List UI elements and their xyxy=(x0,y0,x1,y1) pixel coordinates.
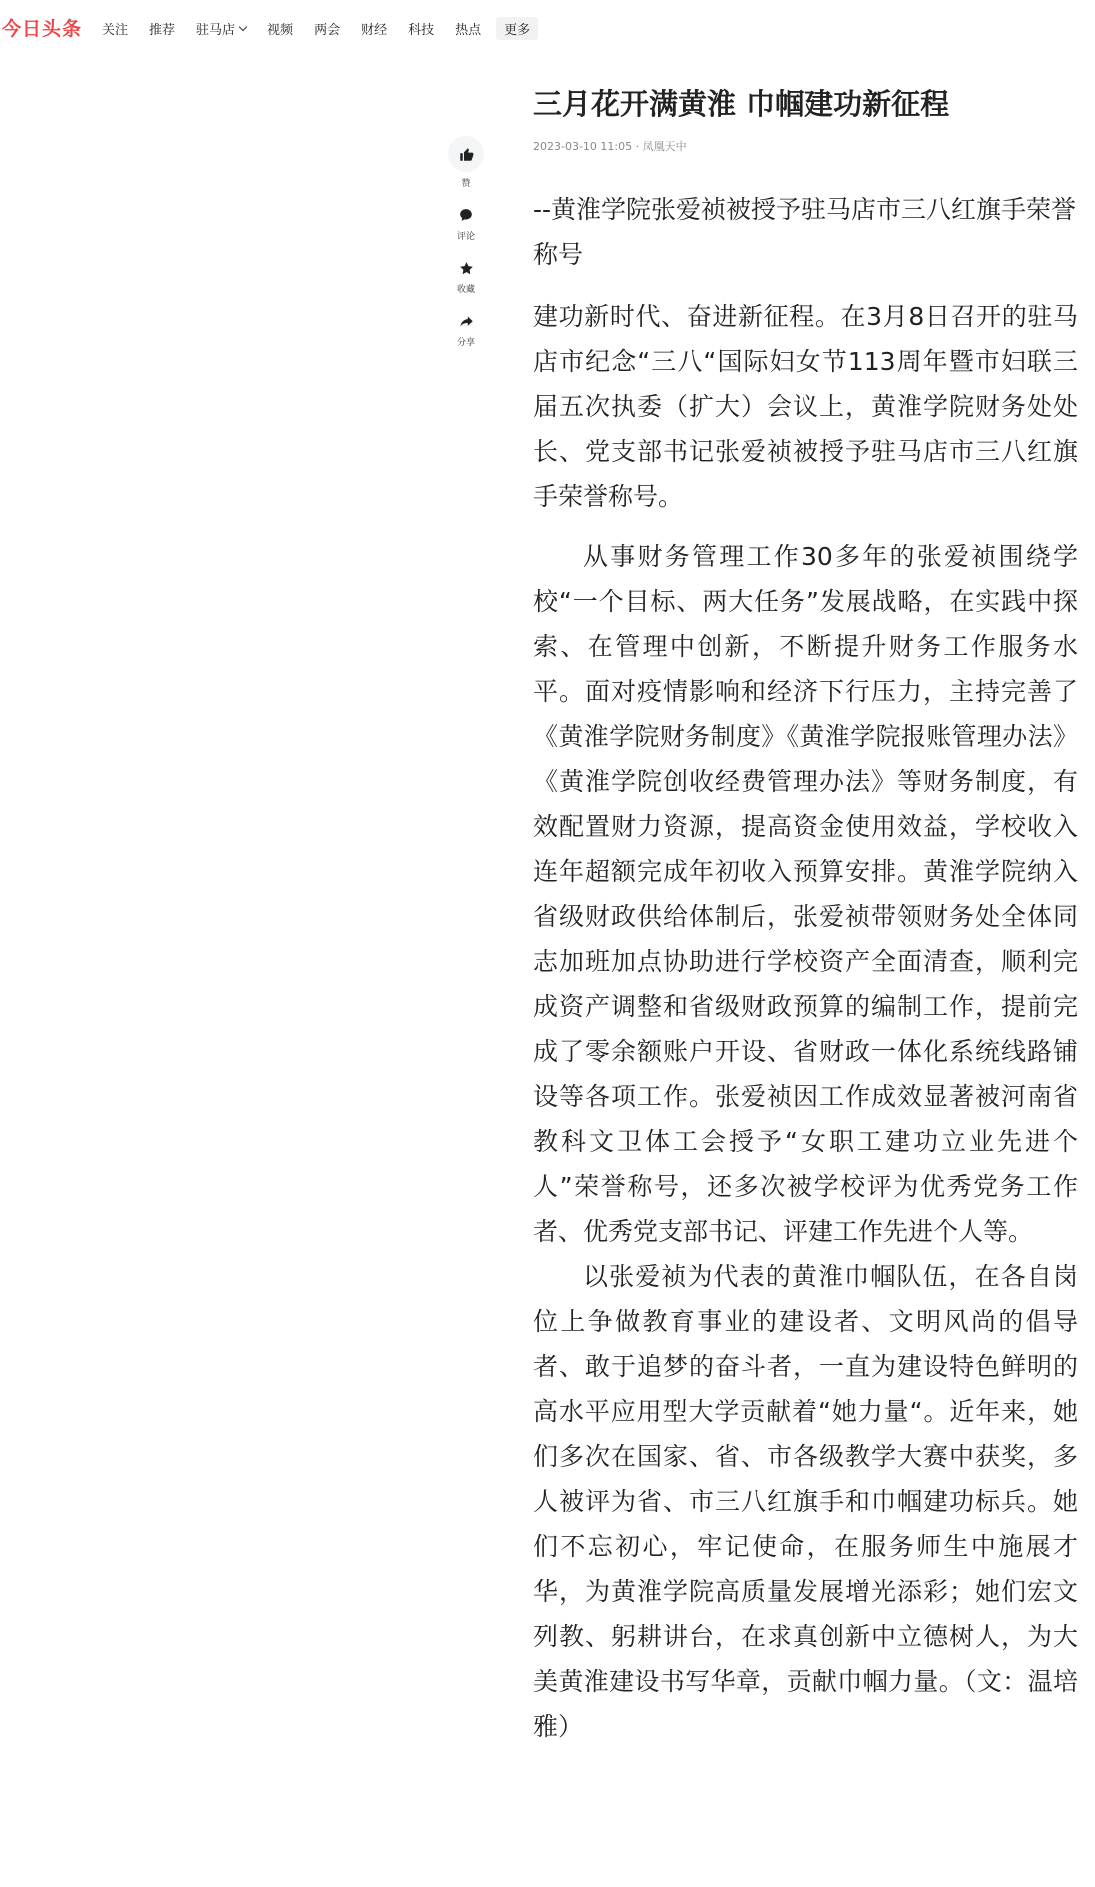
nav-label: 两会 xyxy=(314,23,341,38)
article-content xyxy=(533,84,1078,1749)
article-subtitle: --黄淮学院张爱祯被授予驻马店市三八红旗手荣誉称号 xyxy=(533,195,1077,269)
meta-separator: · xyxy=(632,140,643,153)
article-title: 三月花开满黄淮 巾帼建功新征程 xyxy=(533,87,950,121)
like-label: 赞 xyxy=(461,179,471,189)
nav-label: 科技 xyxy=(408,23,435,38)
share-button[interactable] xyxy=(448,311,484,348)
like-icon-wrapper xyxy=(448,136,484,172)
nav-item-video[interactable] xyxy=(267,19,293,38)
nav-label: 视频 xyxy=(267,23,294,38)
share-label: 分享 xyxy=(456,338,475,348)
favorite-icon-wrapper xyxy=(448,258,484,278)
nav-label: 驻马店 xyxy=(196,23,236,38)
nav-item-hot[interactable] xyxy=(455,19,481,38)
nav-item-recommend[interactable] xyxy=(149,19,175,38)
nav-item-follow[interactable] xyxy=(102,19,128,38)
nav-item-tech[interactable] xyxy=(408,19,434,38)
favorite-button[interactable] xyxy=(448,258,484,295)
nav-item-zhumadian[interactable] xyxy=(196,19,246,38)
channel-nav xyxy=(102,17,559,40)
comment-bubble-icon xyxy=(459,208,473,222)
nav-label: 热点 xyxy=(455,23,482,38)
article-paragraph: 从事财务管理工作30多年的张爱祯围绕学校“一个目标、两大任务”发展战略，在实践中探索、在管理中创新，不断提升财务工作服务水平。面对疫情影响和经济下行压力，主持完善了《黄淮学院财务制度》《黄淮学院报账管理办法》《黄淮学院创收经费管理办法》等财务制度，有效配置财力资源，提高资金使用效益，学校收入连年超额完成年初收入预算安排。黄淮学院纳入省级财政供给体制后，张爱祯带领财务处全体同志加班加点协助进行学校资产全面清查，顺利完成资产调整和省级财政预算的编制工作，提前完成了零余额账户开设、省财政一体化系统线路铺设等各项工作。张爱祯因工作成效显著被河南省教科文卫体工会授予“女职工建功立业先进个人”荣誉称号，还多次被学校评为优秀党务工作者、优秀党支部书记、评建工作先进个人等。 xyxy=(533,542,1078,1246)
nav-label: 财经 xyxy=(361,23,388,38)
favorite-label: 收藏 xyxy=(456,285,475,295)
nav-item-finance[interactable] xyxy=(361,19,387,38)
star-icon xyxy=(459,261,474,276)
thumbs-up-icon xyxy=(459,147,474,162)
toutiao-logo[interactable]: 今日头条 xyxy=(2,18,83,40)
comment-label: 评论 xyxy=(456,232,475,242)
article-source[interactable]: 凤凰天中 xyxy=(642,140,687,153)
chevron-down-icon xyxy=(239,22,247,30)
article-action-bar xyxy=(446,136,486,364)
share-icon-wrapper xyxy=(448,311,484,331)
comment-button[interactable] xyxy=(448,205,484,242)
top-navigation-bar xyxy=(0,0,1095,50)
comment-icon-wrapper xyxy=(448,205,484,225)
article-meta xyxy=(533,138,1078,154)
share-arrow-icon xyxy=(459,314,474,329)
nav-label: 关注 xyxy=(102,23,129,38)
nav-item-two-sessions[interactable] xyxy=(314,19,340,38)
publish-date: 2023-03-10 11:05 xyxy=(533,140,633,153)
article-paragraph: 以张爱祯为代表的黄淮巾帼队伍，在各自岗位上争做教育事业的建设者、文明风尚的倡导者、敢于追梦的奋斗者，一直为建设特色鲜明的高水平应用型大学贡献着“她力量“。近年来，她们多次在国家、省、市各级教学大赛中获奖，多人被评为省、市三八红旗手和巾帼建功标兵。她们不忘初心，牢记使命，在服务师生中施展才华，为黄淮学院高质量发展增光添彩；她们宏文列教、躬耕讲台，在求真创新中立德树人，为大美黄淮建设书写华章，贡献巾帼力量。（文：温培雅） xyxy=(533,1262,1078,1741)
like-button[interactable] xyxy=(448,136,484,189)
nav-label: 推荐 xyxy=(149,23,176,38)
article-paragraph: 建功新时代、奋进新征程。在3月8日召开的驻马店市纪念“三八“国际妇女节113周年暨市妇联三届五次执委（扩大）会议上，黄淮学院财务处处长、党支部书记张爱祯被授予驻马店市三八红旗手荣誉称号。 xyxy=(533,302,1078,511)
nav-more-button[interactable]: 更多 xyxy=(496,17,538,40)
